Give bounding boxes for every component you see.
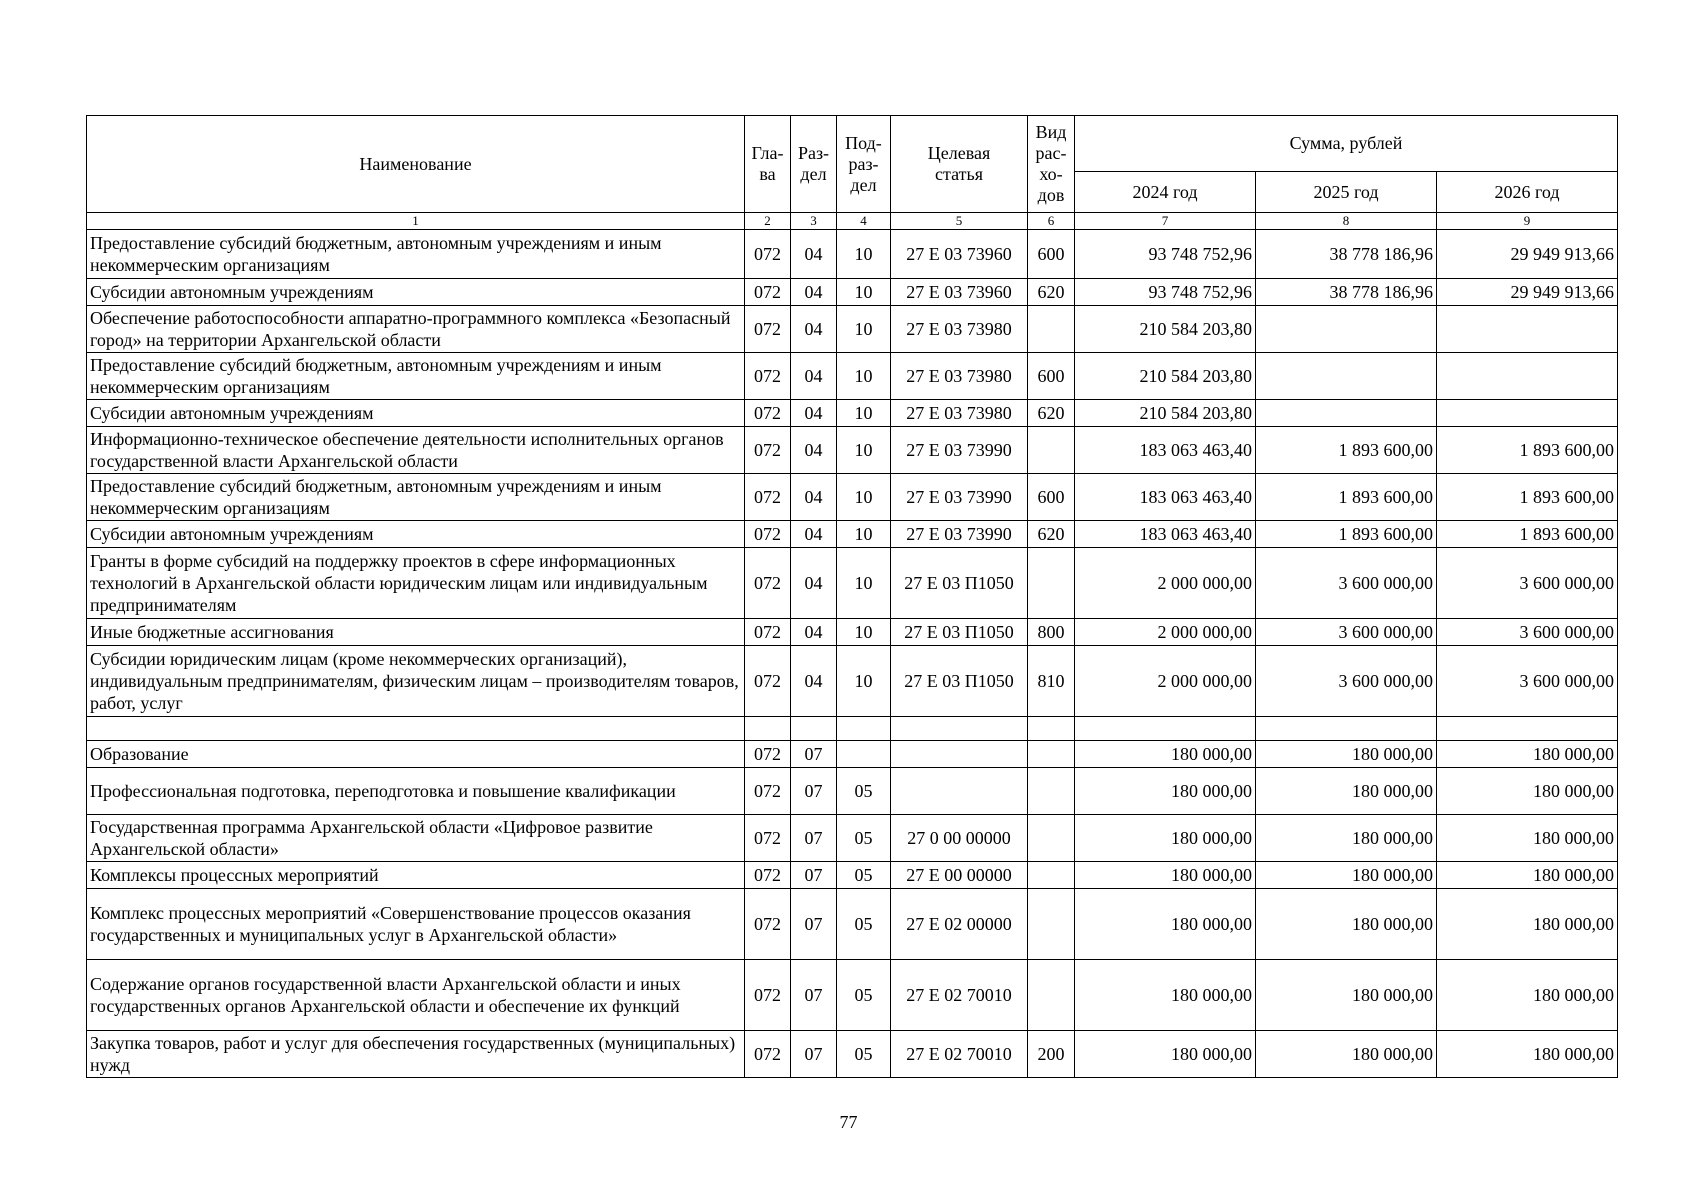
row-expense-type: 600	[1028, 353, 1075, 400]
row-sum-2025	[1256, 353, 1437, 400]
row-glava: 072	[745, 353, 791, 400]
row-podrazdel: 10	[837, 353, 891, 400]
row-sum-2024: 180 000,00	[1075, 889, 1256, 960]
row-glava: 072	[745, 230, 791, 279]
row-glava: 072	[745, 1031, 791, 1078]
table-row	[87, 646, 1618, 717]
row-sum-2026: 29 949 913,66	[1437, 230, 1618, 279]
row-target-article	[891, 768, 1028, 815]
row-sum-2026: 180 000,00	[1437, 862, 1618, 889]
table-row	[87, 279, 1618, 306]
row-name: Предоставление субсидий бюджетным, автономным учреждениям и иным некоммерческим организациям	[87, 353, 745, 400]
row-podrazdel: 05	[837, 1031, 891, 1078]
row-podrazdel: 05	[837, 862, 891, 889]
row-target-article: 27 Е 02 70010	[891, 1031, 1028, 1078]
row-sum-2024: 180 000,00	[1075, 741, 1256, 768]
row-name: Иные бюджетные ассигнования	[87, 619, 745, 646]
row-sum-2025: 180 000,00	[1256, 960, 1437, 1031]
row-name: Образование	[87, 741, 745, 768]
row-sum-2024: 180 000,00	[1075, 960, 1256, 1031]
row-target-article: 27 Е 03 73990	[891, 427, 1028, 474]
row-expense-type: 620	[1028, 521, 1075, 548]
row-target-article: 27 Е 03 П1050	[891, 619, 1028, 646]
row-razdel: 04	[791, 279, 837, 306]
row-expense-type: 800	[1028, 619, 1075, 646]
row-expense-type: 200	[1028, 1031, 1075, 1078]
row-name: Субсидии автономным учреждениям	[87, 400, 745, 427]
row-razdel: 04	[791, 400, 837, 427]
row-podrazdel	[837, 717, 891, 741]
row-sum-2025: 3 600 000,00	[1256, 646, 1437, 717]
row-expense-type	[1028, 427, 1075, 474]
table-row	[87, 521, 1618, 548]
row-podrazdel	[837, 741, 891, 768]
header-name: Наименование	[87, 116, 745, 213]
table-row	[87, 815, 1618, 862]
row-sum-2026: 1 893 600,00	[1437, 427, 1618, 474]
row-sum-2024: 2 000 000,00	[1075, 548, 1256, 619]
row-glava: 072	[745, 548, 791, 619]
row-razdel: 04	[791, 306, 837, 353]
row-sum-2026: 3 600 000,00	[1437, 548, 1618, 619]
row-sum-2025: 180 000,00	[1256, 889, 1437, 960]
row-sum-2025	[1256, 717, 1437, 741]
column-number: 8	[1256, 213, 1437, 230]
row-sum-2025: 180 000,00	[1256, 741, 1437, 768]
table-row	[87, 474, 1618, 521]
row-expense-type	[1028, 741, 1075, 768]
row-sum-2024: 180 000,00	[1075, 768, 1256, 815]
row-name: Предоставление субсидий бюджетным, автономным учреждениям и иным некоммерческим организациям	[87, 474, 745, 521]
row-sum-2024: 93 748 752,96	[1075, 279, 1256, 306]
row-razdel: 07	[791, 889, 837, 960]
row-glava: 072	[745, 960, 791, 1031]
row-expense-type	[1028, 889, 1075, 960]
row-sum-2024	[1075, 717, 1256, 741]
row-podrazdel: 05	[837, 960, 891, 1031]
row-sum-2026	[1437, 353, 1618, 400]
row-target-article: 27 Е 03 73960	[891, 230, 1028, 279]
row-expense-type	[1028, 815, 1075, 862]
row-sum-2026	[1437, 400, 1618, 427]
row-sum-2025	[1256, 400, 1437, 427]
row-name: Профессиональная подготовка, переподготовка и повышение квалификации	[87, 768, 745, 815]
row-name: Государственная программа Архангельской области «Цифровое развитие Архангельской области»	[87, 815, 745, 862]
row-target-article: 27 Е 03 73980	[891, 353, 1028, 400]
row-razdel: 04	[791, 230, 837, 279]
row-expense-type	[1028, 306, 1075, 353]
row-sum-2026	[1437, 717, 1618, 741]
row-glava: 072	[745, 862, 791, 889]
row-sum-2025: 3 600 000,00	[1256, 619, 1437, 646]
header-vid: Вид рас- хо- дов	[1028, 116, 1075, 213]
row-glava: 072	[745, 815, 791, 862]
row-sum-2024: 210 584 203,80	[1075, 400, 1256, 427]
row-razdel: 07	[791, 768, 837, 815]
row-target-article: 27 Е 02 70010	[891, 960, 1028, 1031]
row-sum-2025: 38 778 186,96	[1256, 230, 1437, 279]
row-sum-2026: 180 000,00	[1437, 741, 1618, 768]
row-razdel: 07	[791, 1031, 837, 1078]
row-sum-2024: 180 000,00	[1075, 815, 1256, 862]
row-name: Обеспечение работоспособности аппаратно-программного комплекса «Безопасный город» на территории Архангельской области	[87, 306, 745, 353]
row-razdel: 04	[791, 646, 837, 717]
table-row	[87, 889, 1618, 960]
row-name: Информационно-техническое обеспечение деятельности исполнительных органов государственной власти Архангельской области	[87, 427, 745, 474]
row-name: Закупка товаров, работ и услуг для обеспечения государственных (муниципальных) нужд	[87, 1031, 745, 1078]
row-podrazdel: 10	[837, 400, 891, 427]
row-expense-type	[1028, 548, 1075, 619]
row-sum-2026: 180 000,00	[1437, 960, 1618, 1031]
column-number: 7	[1075, 213, 1256, 230]
row-sum-2025: 3 600 000,00	[1256, 548, 1437, 619]
row-target-article	[891, 717, 1028, 741]
row-sum-2024: 210 584 203,80	[1075, 306, 1256, 353]
row-sum-2024: 183 063 463,40	[1075, 427, 1256, 474]
header-podrazdel: Под- раз- дел	[837, 116, 891, 213]
row-sum-2026: 29 949 913,66	[1437, 279, 1618, 306]
row-sum-2024: 210 584 203,80	[1075, 353, 1256, 400]
column-number: 3	[791, 213, 837, 230]
table-row	[87, 400, 1618, 427]
row-sum-2024: 2 000 000,00	[1075, 646, 1256, 717]
row-expense-type: 600	[1028, 230, 1075, 279]
row-sum-2026: 180 000,00	[1437, 1031, 1618, 1078]
row-target-article: 27 0 00 00000	[891, 815, 1028, 862]
header-year-2025: 2025 год	[1256, 172, 1437, 213]
row-sum-2024: 180 000,00	[1075, 1031, 1256, 1078]
row-razdel: 04	[791, 619, 837, 646]
budget-table	[86, 115, 1618, 1078]
row-podrazdel: 10	[837, 427, 891, 474]
row-target-article: 27 Е 03 73990	[891, 474, 1028, 521]
row-podrazdel: 10	[837, 521, 891, 548]
row-podrazdel: 10	[837, 619, 891, 646]
row-razdel: 04	[791, 521, 837, 548]
column-number: 5	[891, 213, 1028, 230]
row-name: Субсидии автономным учреждениям	[87, 279, 745, 306]
row-name: Гранты в форме субсидий на поддержку проектов в сфере информационных технологий в Архангельской области юридическим лицам или индивидуальным предпринимателям	[87, 548, 745, 619]
row-razdel: 07	[791, 862, 837, 889]
row-name: Субсидии юридическим лицам (кроме некоммерческих организаций), индивидуальным предпринимателям, физическим лицам – производителям товаров, работ, услуг	[87, 646, 745, 717]
row-glava: 072	[745, 279, 791, 306]
row-razdel: 04	[791, 353, 837, 400]
row-expense-type: 600	[1028, 474, 1075, 521]
row-expense-type: 620	[1028, 400, 1075, 427]
row-name	[87, 717, 745, 741]
row-glava	[745, 717, 791, 741]
row-expense-type: 620	[1028, 279, 1075, 306]
column-number: 4	[837, 213, 891, 230]
row-razdel: 07	[791, 741, 837, 768]
row-target-article	[891, 741, 1028, 768]
row-target-article: 27 Е 03 73990	[891, 521, 1028, 548]
row-target-article: 27 Е 02 00000	[891, 889, 1028, 960]
row-expense-type	[1028, 717, 1075, 741]
header-year-2024: 2024 год	[1075, 172, 1256, 213]
table-row	[87, 768, 1618, 815]
row-razdel: 04	[791, 474, 837, 521]
row-expense-type	[1028, 960, 1075, 1031]
row-name: Содержание органов государственной власти Архангельской области и иных государственных органов Архангельской области и обеспечение их функций	[87, 960, 745, 1031]
row-glava: 072	[745, 741, 791, 768]
table-row	[87, 230, 1618, 279]
row-podrazdel: 10	[837, 548, 891, 619]
row-razdel: 07	[791, 815, 837, 862]
row-target-article: 27 Е 03 73980	[891, 306, 1028, 353]
header-statya: Целевая статья	[891, 116, 1028, 213]
header-glava: Гла- ва	[745, 116, 791, 213]
page-number: 77	[839, 1112, 858, 1132]
row-sum-2024: 2 000 000,00	[1075, 619, 1256, 646]
row-target-article: 27 Е 03 73980	[891, 400, 1028, 427]
row-podrazdel: 05	[837, 815, 891, 862]
header-razdel: Раз- дел	[791, 116, 837, 213]
row-razdel: 04	[791, 548, 837, 619]
table-row	[87, 619, 1618, 646]
row-sum-2026: 180 000,00	[1437, 768, 1618, 815]
row-podrazdel: 10	[837, 279, 891, 306]
table-body	[87, 230, 1618, 1078]
row-razdel: 04	[791, 427, 837, 474]
table-row	[87, 960, 1618, 1031]
table-row	[87, 306, 1618, 353]
row-expense-type	[1028, 768, 1075, 815]
column-number: 1	[87, 213, 745, 230]
table-row	[87, 353, 1618, 400]
row-podrazdel: 10	[837, 230, 891, 279]
row-target-article: 27 Е 03 П1050	[891, 646, 1028, 717]
row-target-article: 27 Е 03 П1050	[891, 548, 1028, 619]
row-sum-2024: 93 748 752,96	[1075, 230, 1256, 279]
row-sum-2026: 180 000,00	[1437, 889, 1618, 960]
row-sum-2025: 1 893 600,00	[1256, 474, 1437, 521]
row-glava: 072	[745, 889, 791, 960]
column-number-row	[87, 213, 1618, 230]
row-sum-2026	[1437, 306, 1618, 353]
row-expense-type	[1028, 862, 1075, 889]
column-number: 2	[745, 213, 791, 230]
table-row	[87, 741, 1618, 768]
table-row	[87, 548, 1618, 619]
row-sum-2025: 180 000,00	[1256, 815, 1437, 862]
row-target-article: 27 Е 03 73960	[891, 279, 1028, 306]
header-summa: Сумма, рублей	[1075, 116, 1618, 172]
table-row	[87, 427, 1618, 474]
row-sum-2025: 180 000,00	[1256, 862, 1437, 889]
row-podrazdel: 05	[837, 889, 891, 960]
row-glava: 072	[745, 768, 791, 815]
row-glava: 072	[745, 474, 791, 521]
row-podrazdel: 10	[837, 474, 891, 521]
row-podrazdel: 05	[837, 768, 891, 815]
row-glava: 072	[745, 306, 791, 353]
row-sum-2026: 3 600 000,00	[1437, 619, 1618, 646]
row-sum-2026: 180 000,00	[1437, 815, 1618, 862]
row-sum-2026: 1 893 600,00	[1437, 521, 1618, 548]
table-row	[87, 862, 1618, 889]
row-sum-2025: 38 778 186,96	[1256, 279, 1437, 306]
row-sum-2026: 1 893 600,00	[1437, 474, 1618, 521]
row-sum-2025: 180 000,00	[1256, 768, 1437, 815]
row-name: Комплекс процессных мероприятий «Совершенствование процессов оказания государственных и муниципальных услуг в Архангельской области»	[87, 889, 745, 960]
row-sum-2024: 183 063 463,40	[1075, 474, 1256, 521]
row-target-article: 27 Е 00 00000	[891, 862, 1028, 889]
row-expense-type: 810	[1028, 646, 1075, 717]
row-glava: 072	[745, 427, 791, 474]
row-sum-2025: 1 893 600,00	[1256, 521, 1437, 548]
row-podrazdel: 10	[837, 306, 891, 353]
row-razdel	[791, 717, 837, 741]
row-sum-2025: 180 000,00	[1256, 1031, 1437, 1078]
row-sum-2026: 3 600 000,00	[1437, 646, 1618, 717]
table-row	[87, 1031, 1618, 1078]
row-glava: 072	[745, 400, 791, 427]
row-name: Комплексы процессных мероприятий	[87, 862, 745, 889]
row-razdel: 07	[791, 960, 837, 1031]
column-number: 6	[1028, 213, 1075, 230]
header-year-2026: 2026 год	[1437, 172, 1618, 213]
row-sum-2025: 1 893 600,00	[1256, 427, 1437, 474]
row-glava: 072	[745, 619, 791, 646]
row-sum-2025	[1256, 306, 1437, 353]
row-sum-2024: 183 063 463,40	[1075, 521, 1256, 548]
row-sum-2024: 180 000,00	[1075, 862, 1256, 889]
column-number: 9	[1437, 213, 1618, 230]
row-glava: 072	[745, 521, 791, 548]
row-name: Предоставление субсидий бюджетным, автономным учреждениям и иным некоммерческим организациям	[87, 230, 745, 279]
row-glava: 072	[745, 646, 791, 717]
table-row	[87, 717, 1618, 741]
row-podrazdel: 10	[837, 646, 891, 717]
row-name: Субсидии автономным учреждениям	[87, 521, 745, 548]
